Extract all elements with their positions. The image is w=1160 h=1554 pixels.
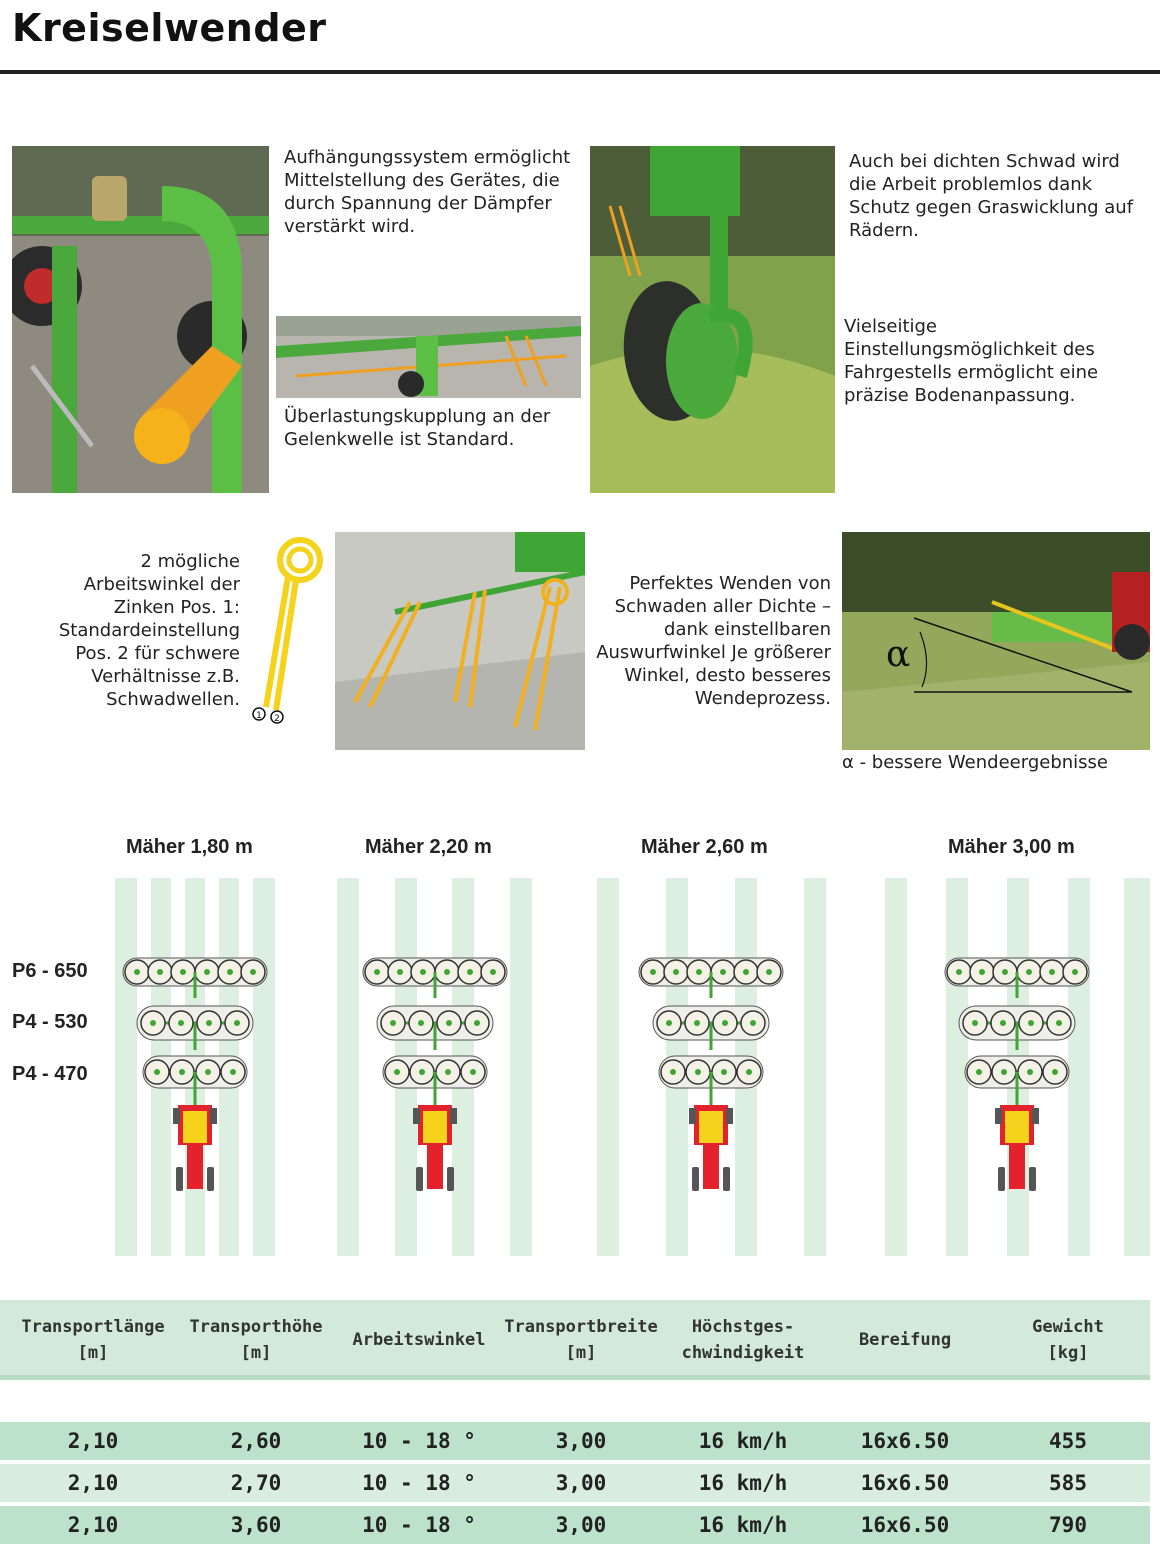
caption-turning: Perfektes Wenden von Schwaden aller Dichte – dank einstellbaren Auswurfwinkel Je größerer Winkel, desto besseres Wendeprozess. (596, 573, 831, 709)
spec-table-header (0, 1300, 1150, 1380)
mower-4-heading: Mäher 3,00 m (948, 836, 1075, 858)
photo-tines (335, 532, 585, 750)
diagram-mower-2 (363, 958, 507, 1191)
th-transport-width: Transportbreite [m] (504, 1317, 658, 1363)
model-p4-470-label: P4 - 470 (12, 1063, 88, 1085)
tedder-diagrams (0, 940, 1160, 1200)
photo-working-angle (842, 532, 1150, 750)
mower-3-heading: Mäher 2,60 m (641, 836, 768, 858)
caption-suspension: Aufhängungssystem ermöglicht Mittelstellung des Gerätes, die durch Spannung der Dämpfer verstärkt wird. (284, 147, 571, 237)
th-weight: Gewicht [kg] (1032, 1317, 1104, 1363)
diagram-mower-4 (945, 958, 1089, 1191)
mower-1-heading: Mäher 1,80 m (126, 836, 253, 858)
model-p6-650-label: P6 - 650 (12, 960, 88, 982)
tine-pos2-label: 2 (274, 714, 280, 724)
alpha-label: α (886, 634, 911, 675)
tine-pos1-label: 1 (256, 711, 262, 721)
th-working-angle: Arbeitswinkel (352, 1330, 486, 1350)
title-divider (0, 70, 1160, 74)
caption-tines: 2 mögliche Arbeitswinkel der Zinken Pos. 1: Standardeinstellung Pos. 2 für schwere Verhältnisse z.B. Schwadwellen. (58, 551, 240, 710)
page-title: Kreiselwender (12, 6, 327, 50)
th-tyres: Bereifung (858, 1330, 952, 1350)
photo-suspension-system (12, 146, 269, 493)
table-row: 2,10 2,60 10 - 18 ° 3,00 16 km/h 16x6.50 455 (0, 1422, 1150, 1460)
caption-angle: α - bessere Wendeergebnisse (842, 752, 1108, 773)
photo-tine-positions (250, 532, 330, 727)
table-row: 2,10 3,60 10 - 18 ° 3,00 16 km/h 16x6.50 790 (0, 1506, 1150, 1544)
diagram-mower-1 (123, 958, 267, 1191)
model-p4-530-label: P4 - 530 (12, 1011, 88, 1033)
th-transport-height: Transporthöhe [m] (189, 1317, 323, 1363)
caption-wheels: Auch bei dichten Schwad wird die Arbeit problemlos dank Schutz gegen Graswicklung auf Rädern. (849, 151, 1134, 241)
table-row: 2,10 2,70 10 - 18 ° 3,00 16 km/h 16x6.50 585 (0, 1464, 1150, 1502)
photo-wheel (590, 146, 835, 493)
th-transport-length: Transportlänge [m] (21, 1317, 165, 1363)
photo-overload-clutch (276, 316, 581, 398)
mower-2-heading: Mäher 2,20 m (365, 836, 492, 858)
caption-chassis: Vielseitige Einstellungsmöglichkeit des Fahrgestells ermöglicht eine präzise Bodenanpassung. (844, 316, 1099, 406)
diagram-mower-3 (639, 958, 783, 1191)
th-max-speed: Höchstges- chwindigkeit (681, 1317, 805, 1363)
caption-overload: Überlastungskupplung an der Gelenkwelle ist Standard. (284, 406, 551, 450)
